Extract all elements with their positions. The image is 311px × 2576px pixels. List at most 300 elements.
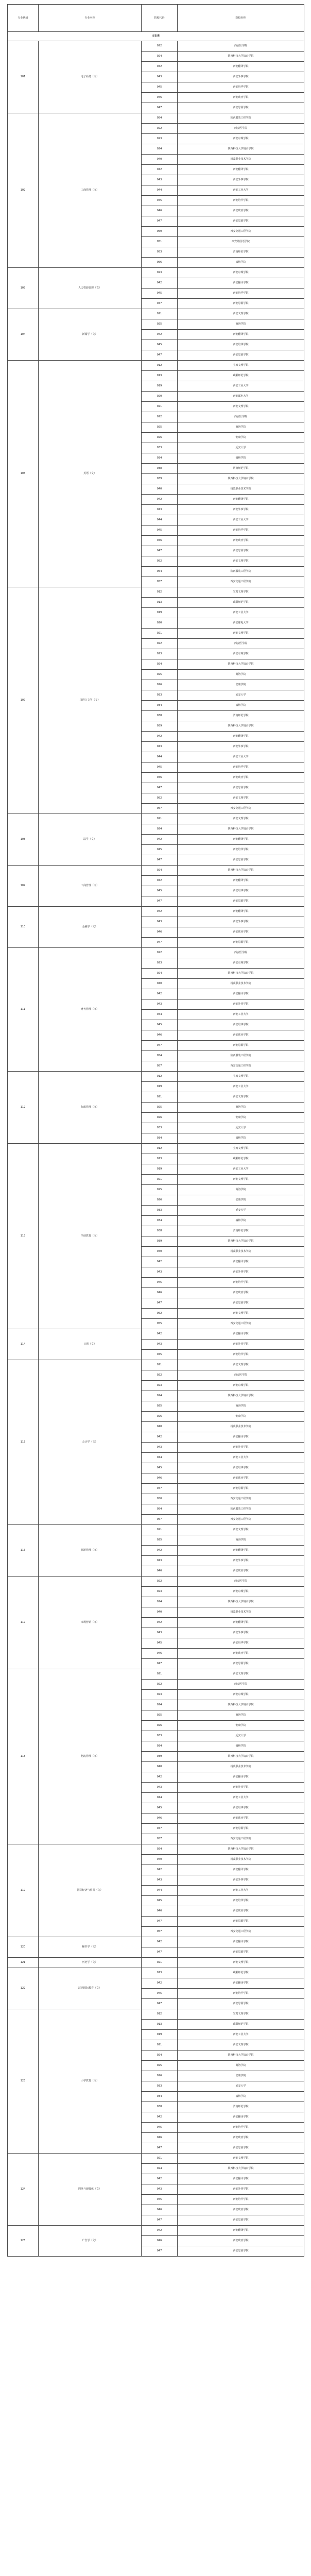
institution-code: 022 (142, 41, 178, 52)
major-name: 金融学（文） (39, 907, 142, 948)
institution-code: 038 (142, 464, 178, 474)
institution-name: 西安培华学院 (178, 762, 304, 773)
institution-code: 054 (142, 567, 178, 577)
institution-name: 渭南师范学院 (178, 247, 304, 258)
institution-code: 046 (142, 1906, 178, 1917)
institution-code: 012 (142, 2009, 178, 2020)
institution-code: 056 (142, 258, 178, 268)
institution-code: 042 (142, 732, 178, 742)
institution-code: 022 (142, 639, 178, 649)
table-row (8, 587, 304, 598)
institution-name: 西安工业大学 (178, 1010, 304, 1020)
institution-code: 013 (142, 598, 178, 608)
institution-name: 西安邮电大学 (178, 392, 304, 402)
institution-name: 西安思源学院 (178, 103, 304, 113)
institution-code: 042 (142, 2226, 178, 2236)
major-code: 108 (8, 814, 39, 866)
institution-name: 西安翻译学院 (178, 907, 304, 917)
institution-name: 宝鸡文理学院 (178, 587, 304, 598)
major-name: 新闻学（文） (39, 309, 142, 361)
major-name: 财务管理（文） (39, 948, 142, 1072)
institution-name: 西安思源学院 (178, 1947, 304, 1958)
major-code: 119 (8, 1844, 39, 1937)
institution-code: 024 (142, 2164, 178, 2174)
institution-name: 西安工业大学 (178, 1082, 304, 1092)
table-row (8, 907, 304, 917)
institution-name: 西安思源学院 (178, 350, 304, 361)
institution-name: 西安交通工程学院 (178, 1515, 304, 1525)
institution-name: 西安外事学院 (178, 1556, 304, 1566)
institution-name: 商洛学院 (178, 670, 304, 680)
table-row (8, 1144, 304, 1154)
institution-name: 商洛学院 (178, 422, 304, 433)
institution-code: 042 (142, 2112, 178, 2123)
institution-code: 054 (142, 1051, 178, 1061)
major-name: 小学教育（文） (39, 2009, 142, 2154)
table-row (8, 113, 304, 124)
institution-name: 陕西科技大学镐京学院 (178, 474, 304, 484)
institution-name: 陕西科技大学镐京学院 (178, 2164, 304, 2174)
institution-code: 054 (142, 113, 178, 124)
major-code: 123 (8, 2009, 39, 2154)
institution-name: 西安思源学院 (178, 1659, 304, 1669)
institution-name: 西安培华学院 (178, 1020, 304, 1030)
institution-code: 025 (142, 1710, 178, 1721)
institution-name: 咸阳师范学院 (178, 371, 304, 381)
institution-name: 陕西科技大学镐京学院 (178, 721, 304, 732)
major-name: 学前教育（文） (39, 1144, 142, 1329)
institution-name: 西安翻译学院 (178, 1329, 304, 1340)
institution-name: 西安外事学院 (178, 917, 304, 927)
institution-name: 西安欧亚学院 (178, 927, 304, 938)
institution-code: 045 (142, 1803, 178, 1814)
major-name: 工商管理（文） (39, 113, 142, 268)
institution-code: 051 (142, 237, 178, 247)
institution-code: 043 (142, 1783, 178, 1793)
institution-name: 西安培华学院 (178, 1278, 304, 1288)
institution-code: 019 (142, 381, 178, 392)
institution-code: 046 (142, 536, 178, 546)
institution-code: 044 (142, 1453, 178, 1463)
major-name: 秘书学（文） (39, 1937, 142, 1958)
table-row (8, 1072, 304, 1082)
institution-code: 019 (142, 2030, 178, 2040)
institution-code: 047 (142, 1824, 178, 1834)
category-row (8, 32, 304, 41)
institution-name: 西安培华学院 (178, 886, 304, 896)
major-code: 115 (8, 1360, 39, 1525)
table-row (8, 2226, 304, 2236)
major-code: 111 (8, 948, 39, 1072)
institution-name: 咸阳师范学院 (178, 1154, 304, 1164)
institution-name: 西安培华学院 (178, 1803, 304, 1814)
institution-code: 021 (142, 2154, 178, 2164)
institution-name: 渭南师范学院 (178, 1226, 304, 1236)
institution-name: 延安大学 (178, 1731, 304, 1741)
major-name: 行政管理（文） (39, 1072, 142, 1144)
institution-code: 046 (142, 1288, 178, 1298)
institution-code: 045 (142, 1463, 178, 1473)
table-row (8, 1844, 304, 1855)
institution-code: 034 (142, 1133, 178, 1144)
institution-code: 050 (142, 227, 178, 237)
institution-code: 038 (142, 1226, 178, 1236)
institution-name: 西安思源学院 (178, 2246, 304, 2257)
table-row (8, 1577, 304, 1587)
institution-name: 西安思源学院 (178, 783, 304, 793)
institution-name: 商洛学院 (178, 1710, 304, 1721)
institution-name: 西安邮电大学 (178, 618, 304, 629)
institution-name: 渭南师范学院 (178, 2102, 304, 2112)
institution-code: 025 (142, 1401, 178, 1412)
institution-code: 045 (142, 1278, 178, 1288)
institution-name: 咸阳师范学院 (178, 1968, 304, 1978)
institution-code: 043 (142, 1267, 178, 1278)
institution-name: 西安工业大学 (178, 1164, 304, 1175)
table-row (8, 866, 304, 876)
institution-name: 西安京城学院 (178, 1587, 304, 1597)
institution-code: 021 (142, 1525, 178, 1535)
institution-code: 040 (142, 1607, 178, 1618)
institution-code: 042 (142, 278, 178, 289)
table-row (8, 1525, 304, 1535)
header-major-name: 专业名称 (39, 5, 142, 32)
institution-name: 西安京城学院 (178, 1381, 304, 1391)
institution-name: 杨凌职业技术学院 (178, 484, 304, 495)
institution-name: 西安文理学院 (178, 814, 304, 824)
major-code: 101 (8, 41, 39, 113)
institution-name: 西安文理学院 (178, 402, 304, 412)
institution-code: 040 (142, 1855, 178, 1865)
institution-name: 西安翻译学院 (178, 835, 304, 845)
institution-name: 西安文理学院 (178, 1525, 304, 1535)
institution-code: 023 (142, 134, 178, 144)
institution-code: 024 (142, 1700, 178, 1710)
institution-name: 西安文理学院 (178, 1360, 304, 1370)
institution-name: 西安外事学院 (178, 72, 304, 82)
major-name: 电子商务（文） (39, 41, 142, 113)
institution-code: 042 (142, 2174, 178, 2184)
institution-code: 042 (142, 1978, 178, 1989)
institution-code: 047 (142, 216, 178, 227)
institution-code: 043 (142, 999, 178, 1010)
institution-name: 咸阳师范学院 (178, 598, 304, 608)
institution-name: 西安思源学院 (178, 938, 304, 948)
institution-code: 024 (142, 52, 178, 62)
institution-code: 057 (142, 804, 178, 814)
institution-name: 西安文理学院 (178, 2040, 304, 2050)
institution-code: 044 (142, 752, 178, 762)
institution-name: 西安翻译学院 (178, 1865, 304, 1875)
institution-code: 057 (142, 1061, 178, 1072)
institution-name: 西安翻译学院 (178, 1618, 304, 1628)
institution-name: 西安外事学院 (178, 505, 304, 515)
institution-code: 040 (142, 1422, 178, 1432)
institution-code: 019 (142, 608, 178, 618)
institution-name: 陕西服装工程学院 (178, 567, 304, 577)
institution-name: 陕西服装工程学院 (178, 113, 304, 124)
institution-code: 020 (142, 618, 178, 629)
table-row (8, 268, 304, 278)
institution-name: 西安交通工程学院 (178, 227, 304, 237)
institution-name: 西安工业大学 (178, 381, 304, 392)
institution-name: 榆林学院 (178, 453, 304, 464)
institution-code: 045 (142, 289, 178, 299)
institution-name: 西安欧亚学院 (178, 2133, 304, 2143)
institution-name: 西安翻译学院 (178, 1978, 304, 1989)
institution-name: 西安培华学院 (178, 1463, 304, 1473)
institution-code: 013 (142, 371, 178, 381)
institution-code: 043 (142, 1875, 178, 1886)
institution-code: 057 (142, 1515, 178, 1525)
major-code: 114 (8, 1329, 39, 1360)
institution-code: 043 (142, 2184, 178, 2195)
institution-name: 榆林学院 (178, 258, 304, 268)
institution-name: 西安医学院 (178, 948, 304, 958)
institution-code: 038 (142, 2102, 178, 2112)
institution-name: 西安翻译学院 (178, 1257, 304, 1267)
institution-code: 043 (142, 505, 178, 515)
institution-code: 045 (142, 845, 178, 855)
institution-code: 047 (142, 546, 178, 556)
institution-code: 039 (142, 1752, 178, 1762)
institution-name: 西安欧亚学院 (178, 1288, 304, 1298)
institution-code: 042 (142, 989, 178, 999)
institution-code: 045 (142, 2195, 178, 2205)
institution-code: 046 (142, 2236, 178, 2246)
institution-code: 033 (142, 443, 178, 453)
institution-name: 西安欧亚学院 (178, 1814, 304, 1824)
institution-code: 042 (142, 907, 178, 917)
institution-code: 046 (142, 1030, 178, 1041)
institution-name: 西安思源学院 (178, 299, 304, 309)
institution-code: 046 (142, 206, 178, 216)
institution-code: 047 (142, 1659, 178, 1669)
institution-name: 安康学院 (178, 2071, 304, 2081)
institution-name: 西安外事学院 (178, 175, 304, 185)
institution-code: 024 (142, 1844, 178, 1855)
admission-table (7, 4, 304, 2257)
institution-name: 陕西科技大学镐京学院 (178, 1700, 304, 1710)
institution-name: 西安欧亚学院 (178, 1566, 304, 1577)
institution-code: 042 (142, 835, 178, 845)
institution-code: 047 (142, 350, 178, 361)
institution-code: 024 (142, 824, 178, 835)
institution-name: 陕西科技大学镐京学院 (178, 1597, 304, 1607)
institution-name: 西安思源学院 (178, 896, 304, 907)
institution-code: 039 (142, 1236, 178, 1247)
institution-code: 044 (142, 185, 178, 196)
institution-code: 045 (142, 1896, 178, 1906)
institution-name: 杨凌职业技术学院 (178, 1247, 304, 1257)
major-name: 国际经济与贸易（文） (39, 1844, 142, 1937)
table-row (8, 2009, 304, 2020)
institution-code: 023 (142, 649, 178, 659)
institution-code: 045 (142, 526, 178, 536)
institution-code: 042 (142, 1329, 178, 1340)
institution-code: 043 (142, 1556, 178, 1566)
institution-name: 安康学院 (178, 1721, 304, 1731)
institution-code: 047 (142, 1484, 178, 1494)
institution-code: 047 (142, 855, 178, 866)
institution-name: 西安医学院 (178, 1577, 304, 1587)
institution-name: 西安工业大学 (178, 2030, 304, 2040)
institution-code: 038 (142, 711, 178, 721)
institution-code: 025 (142, 1185, 178, 1195)
institution-name: 西安欧亚学院 (178, 1030, 304, 1041)
institution-code: 026 (142, 1721, 178, 1731)
institution-name: 延安大学 (178, 690, 304, 701)
institution-code: 023 (142, 1381, 178, 1391)
institution-name: 西安外事学院 (178, 1267, 304, 1278)
institution-name: 西安培华学院 (178, 2123, 304, 2133)
institution-code: 024 (142, 2050, 178, 2061)
institution-code: 054 (142, 1504, 178, 1515)
institution-name: 商洛学院 (178, 1401, 304, 1412)
institution-name: 西安翻译学院 (178, 1937, 304, 1947)
institution-code: 040 (142, 979, 178, 989)
major-name: 汉语言文学（文） (39, 587, 142, 814)
institution-name: 陕西科技大学镐京学院 (178, 824, 304, 835)
institution-name: 西安外事学院 (178, 1875, 304, 1886)
institution-code: 043 (142, 1443, 178, 1453)
major-code: 107 (8, 587, 39, 814)
institution-code: 022 (142, 124, 178, 134)
institution-name: 西安翻译学院 (178, 330, 304, 340)
table-row (8, 1329, 304, 1340)
institution-name: 延安大学 (178, 1123, 304, 1133)
institution-code: 023 (142, 1690, 178, 1700)
institution-name: 西安培华学院 (178, 1638, 304, 1649)
institution-name: 西安工业大学 (178, 1793, 304, 1803)
institution-code: 025 (142, 2061, 178, 2071)
institution-code: 040 (142, 155, 178, 165)
institution-name: 西安文理学院 (178, 309, 304, 319)
institution-name: 西安思源学院 (178, 855, 304, 866)
institution-code: 033 (142, 2081, 178, 2092)
major-name: 人力资源管理（文） (39, 268, 142, 309)
institution-name: 西安工业大学 (178, 1453, 304, 1463)
institution-name: 西安交通工程学院 (178, 1927, 304, 1937)
institution-name: 西安翻译学院 (178, 2112, 304, 2123)
institution-name: 延安大学 (178, 1206, 304, 1216)
major-name: 旅游管理（文） (39, 1525, 142, 1577)
institution-name: 西安欧亚学院 (178, 536, 304, 546)
institution-code: 021 (142, 814, 178, 824)
institution-name: 商洛学院 (178, 1185, 304, 1195)
institution-name: 西安培华学院 (178, 526, 304, 536)
institution-code: 013 (142, 1968, 178, 1978)
institution-code: 034 (142, 2092, 178, 2102)
institution-code: 042 (142, 1546, 178, 1556)
institution-name: 宝鸡文理学院 (178, 361, 304, 371)
institution-name: 杨凌职业技术学院 (178, 1607, 304, 1618)
institution-name: 西安翻译学院 (178, 278, 304, 289)
institution-name: 西安文理学院 (178, 793, 304, 804)
institution-code: 019 (142, 1164, 178, 1175)
institution-name: 西安工业大学 (178, 608, 304, 618)
institution-name: 西安医学院 (178, 1370, 304, 1381)
institution-code: 052 (142, 793, 178, 804)
major-code: 124 (8, 2154, 39, 2226)
institution-name: 西安翻译学院 (178, 989, 304, 999)
institution-name: 西安外事学院 (178, 1783, 304, 1793)
institution-code: 039 (142, 474, 178, 484)
institution-name: 杨凌职业技术学院 (178, 979, 304, 989)
institution-name: 陕西科技大学镐京学院 (178, 144, 304, 155)
institution-code: 047 (142, 1917, 178, 1927)
institution-name: 西安欧亚学院 (178, 773, 304, 783)
major-name: 历史学（文） (39, 1958, 142, 1968)
institution-name: 西安欧亚学院 (178, 1649, 304, 1659)
institution-code: 025 (142, 1103, 178, 1113)
institution-name: 西安培华学院 (178, 2195, 304, 2205)
major-code: 125 (8, 2226, 39, 2257)
institution-name: 西安交通工程学院 (178, 1319, 304, 1329)
institution-code: 021 (142, 1092, 178, 1103)
institution-name: 西安医学院 (178, 639, 304, 649)
institution-code: 025 (142, 422, 178, 433)
institution-name: 西安培华学院 (178, 845, 304, 855)
institution-name: 安康学院 (178, 1113, 304, 1123)
institution-code: 047 (142, 938, 178, 948)
institution-name: 西安翻译学院 (178, 1772, 304, 1783)
institution-code: 026 (142, 1113, 178, 1123)
header-institution-name: 院校名称 (178, 5, 304, 32)
institution-name: 西安培华学院 (178, 289, 304, 299)
institution-name: 西安思源学院 (178, 2215, 304, 2226)
institution-name: 西安翻译学院 (178, 876, 304, 886)
institution-code: 046 (142, 1566, 178, 1577)
institution-code: 047 (142, 896, 178, 907)
institution-code: 042 (142, 62, 178, 72)
header-major-code: 专业代码 (8, 5, 39, 32)
institution-name: 西安思源学院 (178, 2143, 304, 2154)
institution-name: 陕西服装工程学院 (178, 1504, 304, 1515)
institution-code: 034 (142, 1741, 178, 1752)
major-code: 109 (8, 866, 39, 907)
institution-name: 西安外事学院 (178, 2184, 304, 2195)
institution-code: 024 (142, 866, 178, 876)
institution-name: 陕西科技大学镐京学院 (178, 1844, 304, 1855)
institution-name: 西安外国语学院 (178, 237, 304, 247)
institution-code: 012 (142, 361, 178, 371)
institution-code: 045 (142, 196, 178, 206)
institution-code: 045 (142, 340, 178, 350)
institution-name: 西安翻译学院 (178, 2174, 304, 2184)
major-name: 网络与新媒体（文） (39, 2154, 142, 2226)
institution-name: 杨凌职业技术学院 (178, 1422, 304, 1432)
institution-code: 034 (142, 701, 178, 711)
institution-name: 西安交通工程学院 (178, 1061, 304, 1072)
institution-code: 046 (142, 2205, 178, 2215)
institution-code: 020 (142, 392, 178, 402)
institution-code: 022 (142, 412, 178, 422)
institution-code: 045 (142, 886, 178, 896)
table-row (8, 1669, 304, 1680)
major-name: 广告学（文） (39, 2226, 142, 2257)
institution-name: 西安翻译学院 (178, 732, 304, 742)
major-name: 英语（文） (39, 361, 142, 587)
institution-name: 榆林学院 (178, 1216, 304, 1226)
institution-name: 西安培华学院 (178, 1989, 304, 1999)
major-code: 113 (8, 1144, 39, 1329)
institution-code: 034 (142, 1216, 178, 1226)
institution-code: 046 (142, 1814, 178, 1824)
institution-name: 西安欧亚学院 (178, 206, 304, 216)
institution-code: 024 (142, 1597, 178, 1607)
institution-name: 西安培华学院 (178, 82, 304, 93)
